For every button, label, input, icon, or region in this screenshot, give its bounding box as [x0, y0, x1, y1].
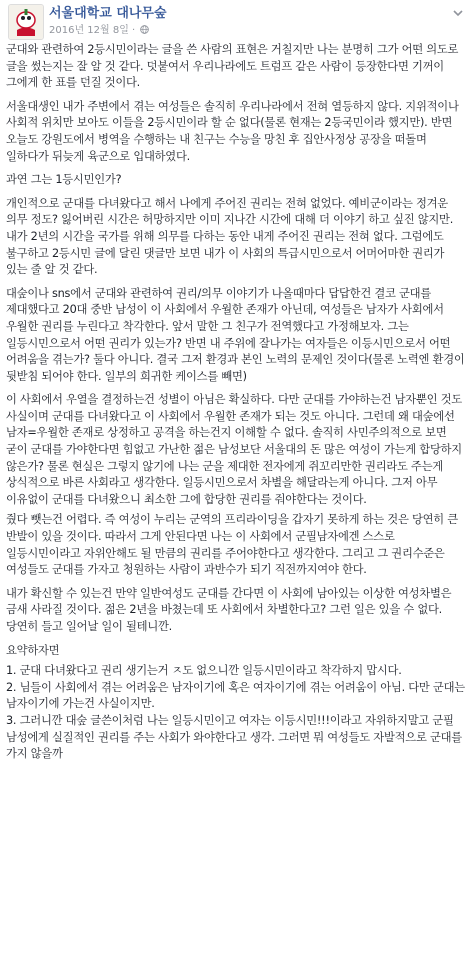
chevron-down-icon[interactable] — [452, 8, 464, 18]
summary-list: 1. 군대 다녀왔다고 권리 생기는거 ㅈ도 없으니깐 일등시민이라고 착각하지 맙시다. 2. 님들이 사회에서 겪는 어려움은 남자이기에 혹은 여자이기에 겪는 어려움이 아님. 다만 군대는 남자이기에 가는건 사실이지만. 3. 그러니깐 대숲 글쓴이처럼 나는 일등시민이고 여자는 이등시민!!!이라고 자위하지말고 군필 남성에게 실질적인 권리를 주는 사회가 와야한다고 생각. 그러면 뭐 여성들도 자발적으로 군대를 가지 않을까 — [6, 664, 465, 761]
post-paragraph: 이 사회에서 우열을 결정하는건 성별이 아님은 확실하다. 다만 군대를 가야하는건 남자뿐인 것도 사실이며 군대를 다녀왔다고 이 사회에서 우월한 존재가 되는 것도 아니다. 그런데 왜 대숲에선 남자=우월한 존재로 상정하고 공격을 하는건지 이해할 수 없다. 솔직히 사민주의적으로 보면 굳이 군대를 가야한다면 힘없고 가난한 젊은 남성보단 서울대의 돈 많은 여성이 가는게 합당하지 않은가? 물론 현실은 그렇지 않기에 나는 군을 제대한 전자에게 쥐꼬리만한 권리라도 주는게 상식적으로 바른 사회라고 생각한다. 일등시민으로서 차별을 해달라는게 아니다. 그저 아무 이유없이 군대를 다녀왔으니 최소한 그에 합당한 권리를 줘야한다는 것이다. — [6, 393, 462, 506]
page-name-link[interactable]: 서울대학교 대나무숲 — [49, 6, 167, 21]
post-paragraph: 서울대생인 내가 주변에서 겪는 여성들은 솔직히 우리나라에서 전혀 열등하지 않다. 지위적이나 사회적 위치만 보아도 이들을 2등시민이라 할 순 없다(물론 현재는 2등국민이라 했지만). 반면 오늘도 강원도에서 병역을 수행하는 내 친구는 수능을 망친 후 집안사정상 공장을 떠돌며 일하다가 뒤늦게 육군으로 입대하였다. — [6, 99, 459, 163]
summary-heading: 요약하자면 — [6, 643, 60, 657]
bamboo-forest-logo-icon — [9, 5, 43, 39]
post-paragraph: 내가 확신할 수 있는건 만약 일반여성도 군대를 간다면 이 사회에 남아있는 이상한 여성차별은 금새 사라질 것이다. 젊은 2년을 바쳤는데 또 사회에서 차별한다고? 그런 일은 있을 수 없다. 당연히 들고 일어날 일이 될테니깐. — [6, 586, 452, 633]
post-paragraph: 줬다 뺏는건 어렵다. 즉 여성이 누리는 군역의 프리라이딩을 갑자기 못하게 하는 것은 당연히 큰 반발이 있을 것이다. 따라서 그게 안된다면 나는 이 사회에서 군필남자에겐 스스로 일등시민이라고 자위안해도 될 만큼의 권리를 주어야한다고 생각한다. 그리고 그 권리수준은 여성들도 군대를 가자고 청원하는 사람이 과반수가 되기 직전까지여야 한다. — [6, 513, 458, 577]
post-paragraph: 과연 그는 1등시민인가? — [6, 173, 122, 187]
post-header — [0, 0, 470, 40]
globe-icon — [140, 25, 149, 34]
page-avatar[interactable] — [8, 4, 44, 40]
post-paragraph: 군대와 관련하여 2등시민이라는 글을 쓴 사람의 표현은 거칠지만 나는 분명히 그가 어떤 의도로 글을 썼는지는 잘 알 것 같다. 덧붙여서 우리나라에도 트럼프 같은 사람이 등장한다면 기꺼이 그에게 한 표를 던질 것이다. — [6, 43, 459, 90]
post-paragraph: 대숲이나 sns에서 군대와 관련하여 권리/의무 이야기가 나올때마다 답답한건 결코 군대를 제대했다고 20대 중반 남성이 이 사회에서 우월한 존재가 아닌데, 여성들은 남자가 사회에서 우월한 권리를 누린다고 착각한다. 앞서 말한 그 친구가 전역했다고 가정해보자. 그는 일등시민으로서 어떤 권리가 있는가? 반면 내 주위에 잘나가는 여자들은 이등시민으로서 어떤 어려움을 겪는가? 둘다 아니다. 결국 그저 환경과 본인 노력의 문제인 것이다(물론 노력엔 환경이 뒷받침 되어야 한다. 일부의 희귀한 케이스를 빼면) — [6, 286, 465, 383]
post-meta — [49, 21, 149, 36]
post-body — [6, 42, 466, 770]
post-date[interactable]: 2016년 12월 8일 · — [49, 25, 136, 36]
post-paragraph: 개인적으로 군대를 다녀왔다고 해서 나에게 주어진 권리는 전혀 없었다. 예비군이라는 정겨운 의무 정도? 잃어버린 시간은 허망하지만 이미 지나간 시간에 대해 더 이야기 하고 싶진 않지만. 내가 2년의 시간을 국가를 위해 의무를 다하는 동안 내게 주어진 권리는 전혀 없다. 그럼에도 불구하고 2등시민 글에 달린 댓글만 보면 내가 이 사회의 특급시민으로서 어머어마한 권리가 있는 줄 알 것 같다. — [6, 196, 454, 277]
